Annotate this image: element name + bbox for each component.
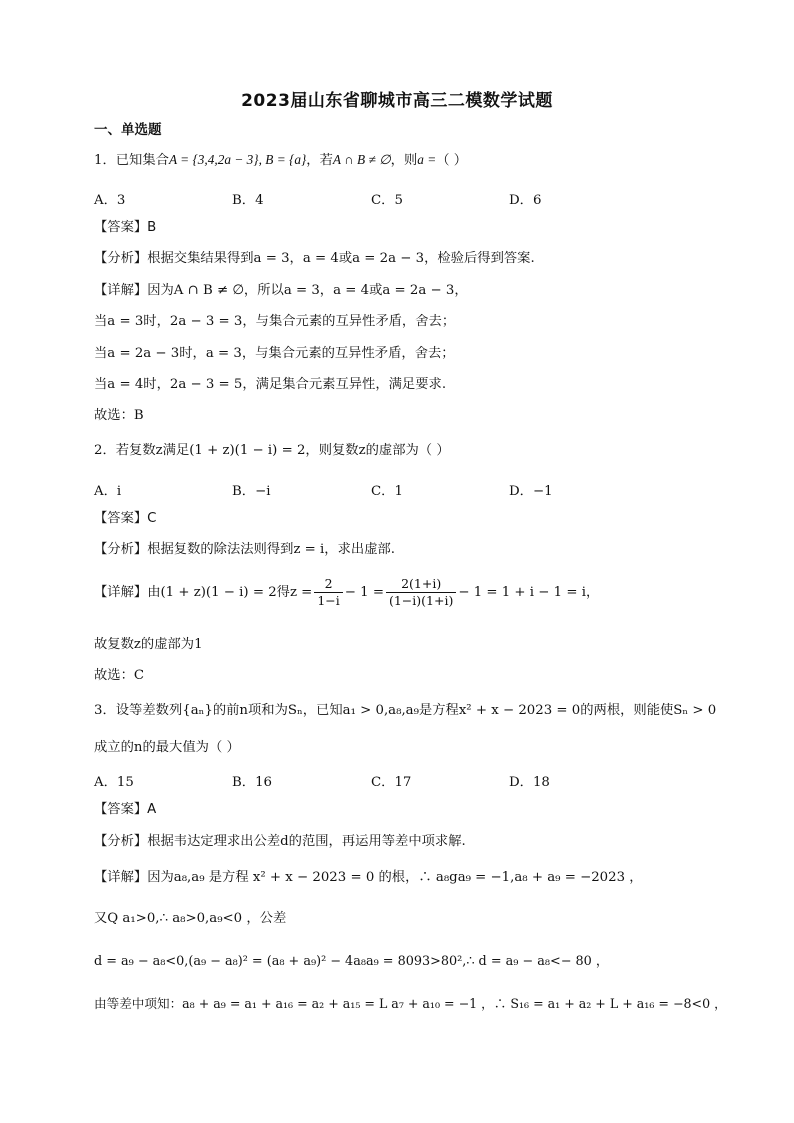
q3-detail-text: 因为a₈,a₉ 是方程 x² + x − 2023 = 0 的根，∴ a₈ga₉ = −1,a₈ + a₉ = −2023 ， — [147, 870, 643, 885]
q2-frac1-numerator: 2 — [314, 576, 342, 593]
q2-option-d: D．−1 — [509, 484, 553, 499]
q1-stem — [94, 151, 467, 170]
q2-stem: 2．若复数z满足(1 + z)(1 − i) = 2，则复数z的虚部为（ ） — [94, 443, 450, 458]
q2-analysis — [94, 541, 395, 559]
q1-analysis — [94, 250, 535, 268]
q2-detail-post: − 1 = 1 + i − 1 = i， — [458, 585, 600, 600]
q1-choose: 故选：B — [94, 408, 144, 423]
q1-analysis-tag: 【分析】 — [94, 251, 148, 266]
q2-analysis-text: 根据复数的除法法则得到z = i，求出虚部. — [147, 542, 396, 557]
q2-detail-mid: − 1 = — [344, 585, 384, 600]
q3-option-c: C．17 — [371, 775, 412, 790]
q1-option-c: C．5 — [371, 193, 403, 208]
q2-frac2-numerator: 2(1+i) — [386, 576, 456, 593]
q1-detail-line3: 当a = 4时，2a − 3 = 5，满足集合元素互异性，满足要求. — [94, 377, 447, 392]
q1-stem-post: （ ） — [436, 153, 468, 168]
q2-option-a: A．i — [94, 484, 122, 499]
q2-analysis-tag: 【分析】 — [94, 542, 148, 557]
q3-detail-line3: 由等差中项知：a₈ + a₉ = a₁ + a₁₆ = a₂ + a₁₅ = L a₇ + a₁₀ = −1 ，∴ S₁₆ = a₁ + a₂ + L + a₁₆ = −8<0 ， — [94, 996, 727, 1011]
q3-analysis — [94, 833, 466, 851]
q3-analysis-text: 根据韦达定理求出公差d的范围，再运用等差中项求解. — [147, 834, 466, 849]
q3-detail-line2: d = a₉ − a₈<0,(a₉ − a₈)² = (a₈ + a₉)² − 4a₈a₉ = 8093>80²,∴ d = a₉ − a₈<− 80 ， — [94, 954, 609, 969]
q1-stem-math2: A ∩ B ≠ ∅ — [332, 152, 391, 167]
q3-option-d: D．18 — [509, 775, 550, 790]
q3-stem-line2: 成立的n的最大值为（ ） — [94, 740, 240, 755]
q1-stem-math3: a = — [417, 152, 437, 167]
q2-frac1-denominator: 1−i — [317, 593, 340, 608]
q2-conclusion: 故复数z的虚部为1 — [94, 637, 203, 652]
q3-option-b: B．16 — [232, 775, 272, 790]
q1-stem-mid: ，若 — [306, 153, 333, 168]
q2-choose: 故选：C — [94, 668, 145, 683]
q2-detail — [94, 576, 599, 610]
q3-answer: 【答案】A — [94, 802, 157, 817]
q1-option-b: B．4 — [232, 193, 264, 208]
q1-stem-mid2: ，则 — [390, 153, 418, 168]
q3-detail — [94, 869, 643, 887]
q1-stem-text: 1．已知集合 — [94, 153, 169, 168]
q3-stem: 3．设等差数列{aₙ}的前n项和为Sₙ，已知a₁ > 0,a₈,a₉是方程x² + x − 2023 = 0的两根，则能使Sₙ > 0 — [94, 703, 717, 718]
section-heading: 一、单选题 — [94, 122, 162, 138]
q2-frac2-denominator: (1−i)(1+i) — [388, 593, 454, 608]
q1-option-d: D．6 — [509, 193, 542, 208]
q1-detail-tag: 【详解】 — [94, 283, 148, 298]
q3-detail-tag: 【详解】 — [94, 870, 148, 885]
q3-option-a: A．15 — [94, 775, 134, 790]
q2-fraction-1 — [314, 576, 342, 609]
q2-answer: 【答案】C — [94, 511, 157, 526]
q3-analysis-tag: 【分析】 — [94, 834, 148, 849]
q2-fraction-2 — [386, 576, 456, 609]
q2-option-b: B．−i — [232, 484, 271, 499]
q1-detail-line2: 当a = 2a − 3时，a = 3，与集合元素的互异性矛盾，舍去； — [94, 346, 455, 361]
q2-detail-pre: 由(1 + z)(1 − i) = 2得z = — [147, 585, 313, 600]
page-title: 2023届山东省聊城市高三二模数学试题 — [241, 91, 553, 111]
q2-detail-tag: 【详解】 — [94, 585, 148, 600]
q1-stem-math: A = {3,4,2a − 3}, B = {a} — [168, 152, 307, 167]
q1-detail-line1: 当a = 3时，2a − 3 = 3，与集合元素的互异性矛盾，舍去； — [94, 314, 456, 329]
q3-detail-line1: 又Q a₁>0,∴ a₈>0,a₉<0 ，公差 — [94, 911, 287, 926]
q1-analysis-text: 根据交集结果得到a = 3，a = 4或a = 2a − 3，检验后得到答案. — [147, 251, 535, 266]
q1-answer: 【答案】B — [94, 220, 157, 235]
q2-option-c: C．1 — [371, 484, 403, 499]
q1-detail-text: 因为A ∩ B ≠ ∅，所以a = 3，a = 4或a = 2a − 3， — [147, 283, 468, 298]
q1-option-a: A．3 — [94, 193, 126, 208]
q1-detail — [94, 282, 468, 300]
